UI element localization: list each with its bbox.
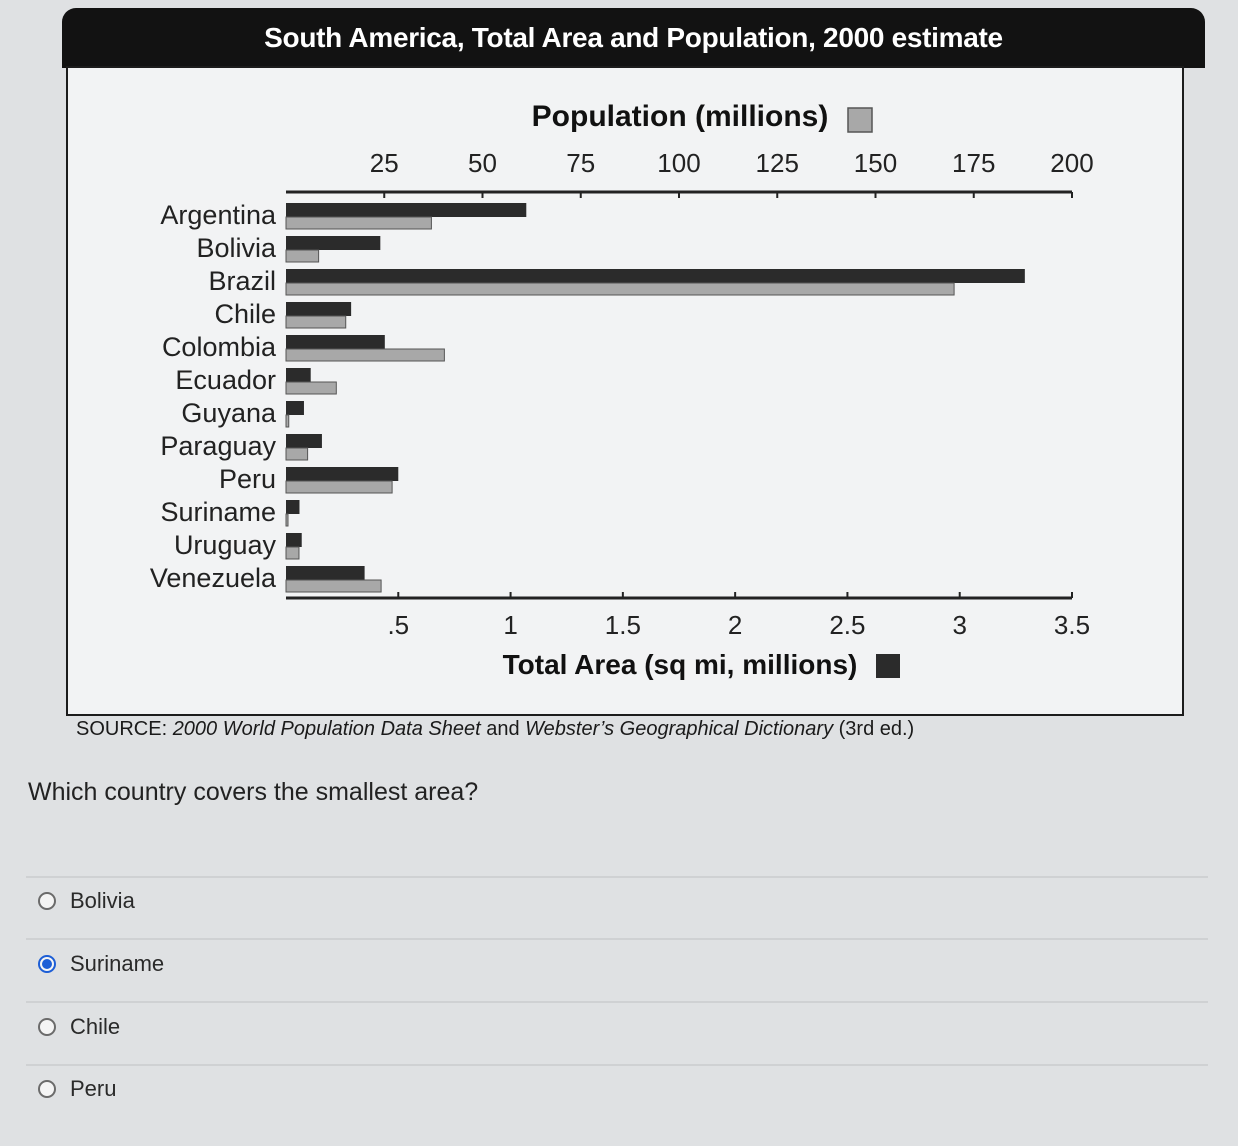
population-tick-label: 75 [566, 148, 596, 178]
chart-title: South America, Total Area and Population, 2000 estimate [62, 8, 1205, 68]
area-axis-label: Total Area (sq mi, millions) [502, 649, 858, 680]
radio-button[interactable] [38, 892, 56, 910]
radio-button-selected[interactable] [38, 955, 56, 973]
area-tick-label: 2 [727, 610, 743, 640]
population-tick-label: 25 [369, 148, 399, 178]
population-bar [286, 316, 346, 328]
area-bar [286, 335, 385, 349]
option-peru[interactable] [38, 1076, 116, 1102]
area-tick-label: 3 [952, 610, 967, 640]
divider [26, 1001, 1208, 1003]
category-label: Bolivia [196, 233, 276, 263]
population-bar [286, 250, 319, 262]
category-label: Uruguay [173, 530, 276, 560]
category-label: Ecuador [175, 365, 276, 395]
radio-button[interactable] [38, 1018, 56, 1036]
radio-button[interactable] [38, 1080, 56, 1098]
population-tick-label: 175 [952, 148, 996, 178]
bar-chart [68, 68, 1182, 714]
area-bar [286, 566, 365, 580]
area-tick-label: 1.5 [604, 610, 641, 640]
category-label: Peru [218, 464, 276, 494]
option-suriname[interactable] [38, 951, 164, 977]
area-bar [286, 500, 299, 514]
population-tick-label: 150 [853, 148, 898, 178]
population-bar [286, 217, 431, 229]
category-label: Venezuela [149, 563, 276, 593]
option-label: Peru [70, 1076, 117, 1101]
category-label: Argentina [160, 200, 276, 230]
category-label: Colombia [161, 332, 276, 362]
area-bar [286, 302, 351, 316]
area-tick-label: 2.5 [829, 610, 866, 640]
area-bar [286, 533, 302, 547]
area-bar [286, 269, 1025, 283]
question-text: Which country covers the smallest area? [28, 778, 479, 806]
population-bar [286, 283, 954, 295]
area-bar [286, 434, 322, 448]
area-bar [286, 467, 398, 481]
category-label: Chile [214, 299, 276, 329]
area-legend-swatch [876, 654, 900, 678]
area-tick-label: .5 [387, 610, 410, 640]
population-axis-label: Population (millions) [531, 100, 829, 133]
source-work-1: 2000 World Population Data Sheet [172, 718, 481, 740]
chart-box [66, 66, 1184, 716]
source-prefix: SOURCE: [76, 718, 173, 740]
category-label: Paraguay [160, 431, 276, 461]
option-label: Bolivia [70, 888, 135, 913]
population-bar [286, 547, 299, 559]
divider [26, 938, 1208, 940]
population-tick-label: 100 [657, 148, 701, 178]
chart-figure [62, 8, 1205, 716]
option-bolivia[interactable] [38, 888, 135, 914]
category-label: Guyana [181, 398, 276, 428]
population-bar [286, 349, 444, 361]
population-bar [286, 580, 381, 592]
population-legend-swatch [848, 108, 872, 132]
population-bar [286, 481, 392, 493]
area-tick-label: 1 [503, 610, 518, 640]
area-bar [286, 368, 311, 382]
divider [26, 1064, 1208, 1066]
source-work-2: Webster’s Geographical Dictionary [525, 718, 834, 740]
population-bar [286, 514, 288, 526]
population-bar [286, 448, 308, 460]
area-bar [286, 401, 304, 415]
option-label: Chile [70, 1014, 121, 1039]
source-note [76, 718, 914, 741]
population-bar [286, 382, 336, 394]
category-label: Suriname [160, 497, 276, 527]
population-bar [286, 415, 289, 427]
divider [26, 876, 1208, 878]
option-chile[interactable] [38, 1014, 120, 1040]
area-tick-label: 3.5 [1053, 610, 1091, 640]
area-bar [286, 203, 526, 217]
source-joiner: and [480, 718, 526, 740]
population-tick-label: 50 [468, 148, 497, 178]
area-bar [286, 236, 380, 250]
option-label: Suriname [70, 951, 165, 976]
category-label: Brazil [208, 266, 276, 296]
population-tick-label: 125 [755, 148, 799, 178]
source-suffix: (3rd ed.) [833, 718, 915, 740]
population-tick-label: 200 [1050, 148, 1094, 178]
